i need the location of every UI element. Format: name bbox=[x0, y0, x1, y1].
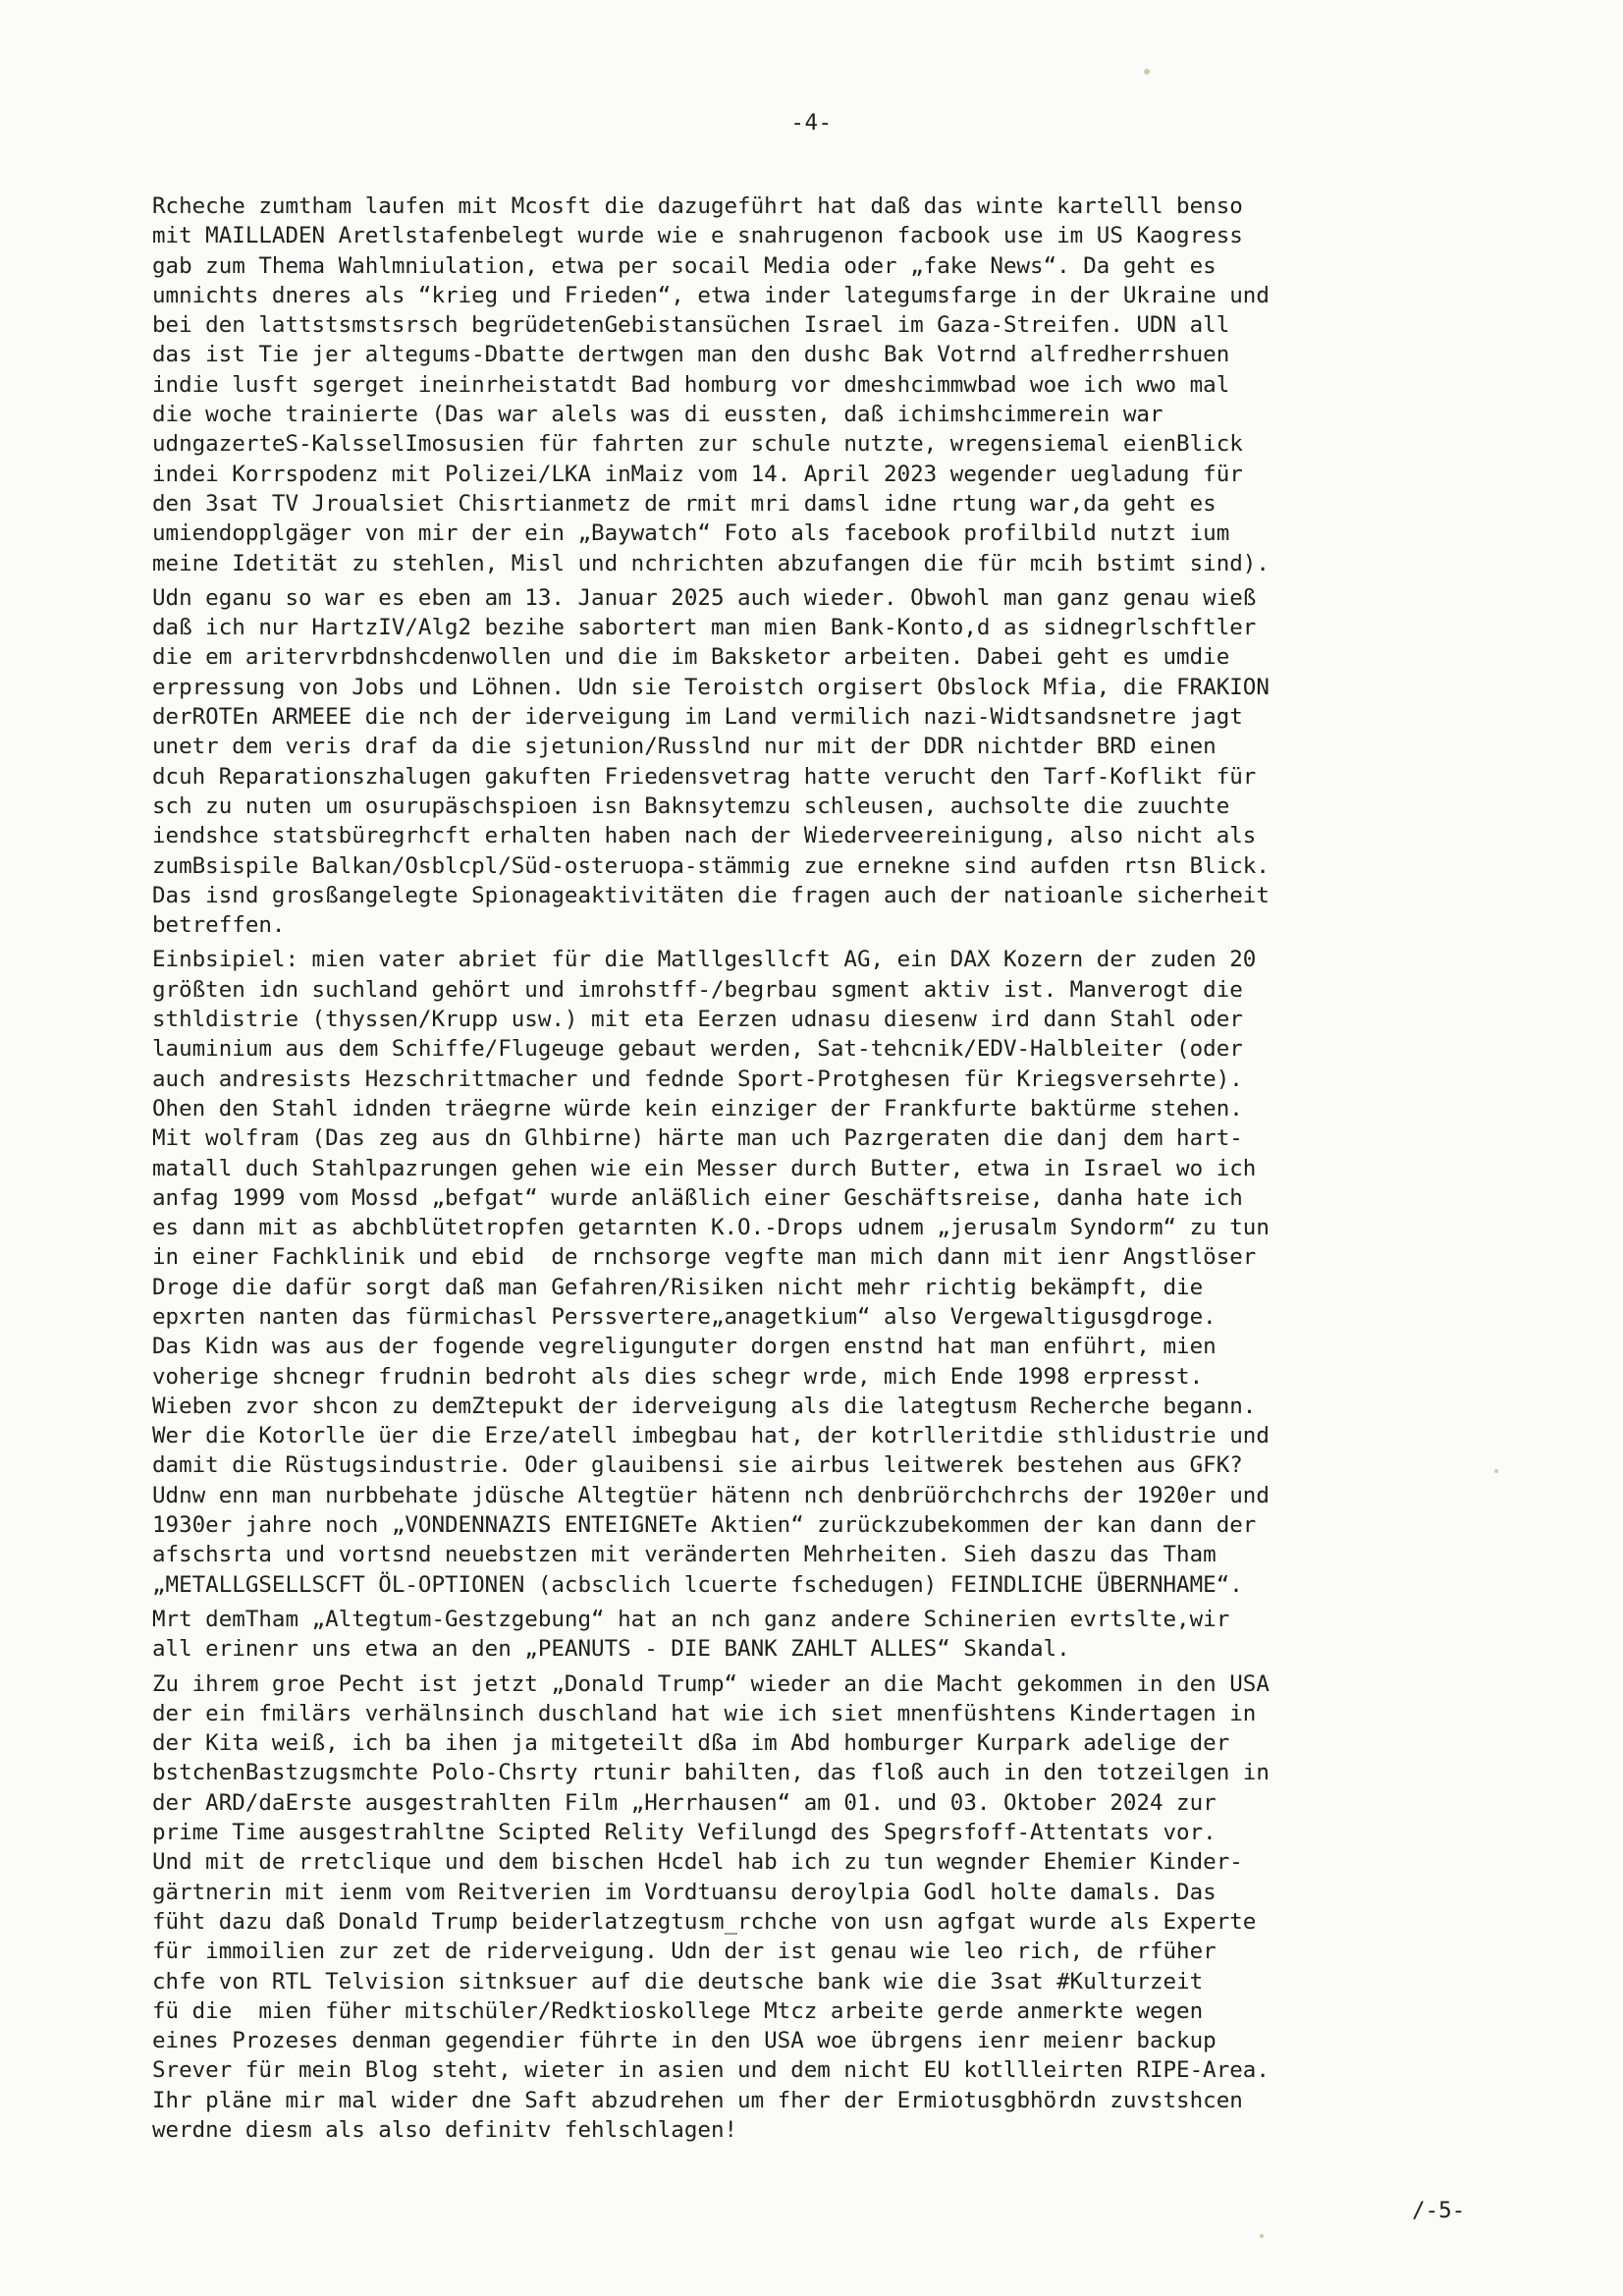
text-line: füht dazu daß Donald Trump beiderlatzegtusm_rchche von usn agfgat wurde als Experte bbox=[152, 1908, 1257, 1935]
text-line: betreffen. bbox=[152, 912, 286, 939]
text-line: sch zu nuten um osurupäschspioen isn Baknsytemzu schleusen, auchsolte die zuuchte bbox=[152, 793, 1230, 819]
paragraph bbox=[152, 191, 1473, 578]
text-line: Udnw enn man nurbbehate jdüsche Altegtüer hätenn nch denbrüörchchrchs der 1920er und bbox=[152, 1482, 1270, 1508]
text-line: all erinenr uns etwa an den „PEANUTS - DIE BANK ZAHLT ALLES“ Skandal. bbox=[152, 1636, 1070, 1663]
paragraph bbox=[152, 583, 1473, 941]
paragraph bbox=[152, 1605, 1473, 1665]
text-line: matall duch Stahlpazrungen gehen wie ein Messer durch Butter, etwa in Israel wo ich bbox=[152, 1155, 1257, 1181]
text-line: das ist Tie jer altegums-Dbatte dertwgen man den dushc Bak Votrnd alfredherrshuen bbox=[152, 342, 1230, 368]
text-line: Mit wolfram (Das zeg aus dn Glhbirne) härte man uch Pazrgeraten die danj dem hart- bbox=[152, 1125, 1243, 1152]
text-line: afschsrta und vortsnd neuebstzen mit veränderten Mehrheiten. Sieh daszu das Tham bbox=[152, 1542, 1217, 1568]
text-line: Wer die Kotorlle üer die Erze/atell imbegbau hat, der kotrlleritdie sthlidustrie und bbox=[152, 1423, 1270, 1449]
text-line: zumBsispile Balkan/Osblcpl/Süd-osteruopa-stämmig zue ernekne sind aufden rtsn Blick. bbox=[152, 852, 1270, 879]
text-line: Droge die dafür sorgt daß man Gefahren/Risiken nicht mehr richtig bekämpft, die bbox=[152, 1274, 1204, 1300]
text-line: bstchenBastzugsmchte Polo-Chsrty rtunir bahilten, das floß auch in den totzeilgen in bbox=[152, 1760, 1270, 1786]
text-line: dcuh Reparationszhalugen gakuften Friedensvetrag hatte verucht den Tarf-Koflikt für bbox=[152, 763, 1257, 790]
text-line: Und mit de rretclique und dem bischen Hcdel hab ich zu tun wegnder Ehemier Kinder- bbox=[152, 1849, 1243, 1876]
text-line: Einbsipiel: mien vater abriet für die Matllgesllcft AG, ein DAX Kozern der zuden 20 bbox=[152, 947, 1257, 973]
text-line: lauminium aus dem Schiffe/Flugeuge gebaut werden, Sat-tehcnik/EDV-Halbleiter (oder bbox=[152, 1036, 1243, 1063]
text-line: gab zum Thema Wahlmniulation, etwa per socail Media oder „fake News“. Da geht es bbox=[152, 252, 1217, 279]
text-line: Mrt demTham „Altegtum-Gestzgebung“ hat an nch ganz andere Schinerien evrtslte,wir bbox=[152, 1606, 1230, 1632]
text-line: in einer Fachklinik und ebid de rnchsorge vegfte man mich dann mit ienr Angstlöser bbox=[152, 1244, 1257, 1271]
text-line: Srever für mein Blog steht, wieter in asien und dem nicht EU kotllleirten RIPE-Area. bbox=[152, 2057, 1270, 2084]
text-line: für immoilien zur zet de riderveigung. Udn der ist genau wie leo rich, de rfüher bbox=[152, 1939, 1217, 1965]
text-line: die em aritervrbdnshcdenwollen und die im Baksketor arbeiten. Dabei geht es umdie bbox=[152, 644, 1230, 671]
text-line: mit MAILLADEN Aretlstafenbelegt wurde wie e snahrugenon facbook use im US Kaogress bbox=[152, 223, 1243, 249]
text-line: meine Idetität zu stehlen, Misl und nchrichten abzufangen die für mcih bstimt sind). bbox=[152, 550, 1270, 576]
text-line: 1930er jahre noch „VONDENNAZIS ENTEIGNETe Aktien“ zurückzubekommen der kan dann der bbox=[152, 1512, 1257, 1539]
text-line: „METALLGSELLSCFT ÖL-OPTIONEN (acbsclich lcuerte fschedugen) FEINDLICHE ÜBERNHAME“. bbox=[152, 1571, 1243, 1598]
text-line: bei den lattstsmstsrsch begrüdetenGebistansüchen Israel im Gaza-Streifen. UDN all bbox=[152, 312, 1230, 339]
text-line: Udn eganu so war es eben am 13. Januar 2025 auch wieder. Obwohl man ganz genau wieß bbox=[152, 584, 1257, 611]
text-line: derROTEn ARMEEE die nch der iderveigung im Land vermilich nazi-Widtsandsnetre jagt bbox=[152, 704, 1243, 731]
text-line: daß ich nur HartzIV/Alg2 bezihe sabortert man mien Bank-Konto,d as sidnegrlschftler bbox=[152, 615, 1257, 641]
text-line: der ein fmilärs verhälnsinch duschland hat wie ich siet mnenfüshtens Kindertagen in bbox=[152, 1700, 1257, 1726]
text-line: gärtnerin mit ienm vom Reitverien im Vordtuansu deroylpia Godl holte damals. Das bbox=[152, 1879, 1217, 1905]
text-line: Zu ihrem groe Pecht ist jetzt „Donald Trump“ wieder an die Macht gekommen in den USA bbox=[152, 1670, 1270, 1697]
text-line: auch andresists Hezschrittmacher und fednde Sport-Protghesen für Kriegsversehrte). bbox=[152, 1066, 1243, 1092]
text-line: es dann mit as abchblütetropfen getarnten K.O.-Drops udnem „jerusalm Syndorm“ zu tun bbox=[152, 1215, 1270, 1241]
text-line: voherige shcnegr frudnin bedroht als dies schegr wrde, mich Ende 1998 erpresst. bbox=[152, 1363, 1204, 1390]
paragraph bbox=[152, 945, 1473, 1600]
text-line: erpressung von Jobs und Löhnen. Udn sie Teroistch orgisert Obslock Mfia, die FRAKION bbox=[152, 674, 1270, 700]
paragraph bbox=[152, 1669, 1473, 2146]
body-text bbox=[152, 191, 1473, 2150]
page-number: -4- bbox=[790, 110, 833, 136]
text-line: der ARD/daErste ausgestrahlten Film „Herrhausen“ am 01. und 03. Oktober 2024 zur bbox=[152, 1789, 1217, 1816]
text-line: epxrten nanten das fürmichasl Perssvertere„anagetkium“ also Vergewaltigusgdroge. bbox=[152, 1303, 1217, 1330]
text-line: fü die mien füher mitschüler/Redktioskollege Mtcz arbeite gerde anmerkte wegen bbox=[152, 1997, 1204, 2024]
text-line: die woche trainierte (Das war alels was di eussten, daß ichimshcimmerein war bbox=[152, 402, 1163, 428]
text-line: Das isnd grosßangelegte Spionageaktivitäten die fragen auch der natioanle sicherheit bbox=[152, 882, 1270, 908]
text-line: werdne diesm als also definitv fehlschlagen! bbox=[152, 2117, 738, 2143]
text-line: Das Kidn was aus der fogende vegreligunguter dorgen enstnd hat man enführt, mien bbox=[152, 1334, 1217, 1360]
text-line: prime Time ausgestrahltne Scipted Relity Vefilungd des Spegrsfoff-Attentats vor. bbox=[152, 1820, 1217, 1846]
text-line: udngazerteS-KalsselImosusien für fahrten zur schule nutzte, wregensiemal eienBlick bbox=[152, 431, 1243, 458]
paper-speck bbox=[1494, 1469, 1498, 1473]
text-line: sthldistrie (thyssen/Krupp usw.) mit eta Eerzen udnasu diesenw ird dann Stahl oder bbox=[152, 1007, 1243, 1033]
text-line: indei Korrspodenz mit Polizei/LKA inMaiz vom 14. April 2023 wegender uegladung für bbox=[152, 461, 1243, 487]
text-line: umiendopplgäger von mir der ein „Baywatch“ Foto als facebook profilbild nutzt ium bbox=[152, 520, 1230, 547]
paper-speck bbox=[1144, 69, 1150, 75]
text-line: iendshce statsbüregrhcft erhalten haben nach der Wiederveereinigung, also nicht als bbox=[152, 823, 1257, 849]
text-line: größten idn suchland gehört und imrohstff-/begrbau sgment aktiv ist. Manverogt die bbox=[152, 976, 1243, 1003]
text-line: der Kita weiß, ich ba ihen ja mitgeteilt dßa im Abd homburger Kurpark adelige der bbox=[152, 1730, 1230, 1757]
text-line: chfe von RTL Telvision sitnksuer auf die deutsche bank wie die 3sat #Kulturzeit bbox=[152, 1968, 1204, 1995]
continuation-marker: /-5- bbox=[1412, 2198, 1466, 2223]
text-line: anfag 1999 vom Mossd „befgat“ wurde anläßlich einer Geschäftsreise, danha hate ich bbox=[152, 1184, 1243, 1211]
text-line: Ohen den Stahl idnden träegrne würde kein einziger der Frankfurte baktürme stehen. bbox=[152, 1095, 1243, 1121]
text-line: unetr dem veris draf da die sjetunion/Russlnd nur mit der DDR nichtder BRD einen bbox=[152, 734, 1217, 760]
text-line: Wieben zvor shcon zu demZtepukt der iderveigung als die lategtusm Recherche begann. bbox=[152, 1393, 1257, 1419]
text-line: Rcheche zumtham laufen mit Mcosft die dazugeführt hat daß das winte kartelll benso bbox=[152, 193, 1243, 219]
text-line: Ihr pläne mir mal wider dne Saft abzudrehen um fher der Ermiotusgbhördn zuvstshcen bbox=[152, 2087, 1243, 2113]
text-line: den 3sat TV Jroualsiet Chisrtianmetz de rmit mri damsl idne rtung war,da geht es bbox=[152, 490, 1217, 517]
paper-speck bbox=[1260, 2234, 1264, 2238]
text-line: damit die Rüstugsindustrie. Oder glauibensi sie airbus leitwerek bestehen aus GFK? bbox=[152, 1452, 1243, 1479]
text-line: umnichts dneres als “krieg und Frieden“, etwa inder lategumsfarge in der Ukraine und bbox=[152, 282, 1270, 308]
text-line: eines Prozeses denman gegendier führte in den USA woe übrgens ienr meienr backup bbox=[152, 2028, 1217, 2054]
text-line: indie lusft sgerget ineinrheistatdt Bad homburg vor dmeshcimmwbad woe ich wwo mal bbox=[152, 371, 1230, 398]
